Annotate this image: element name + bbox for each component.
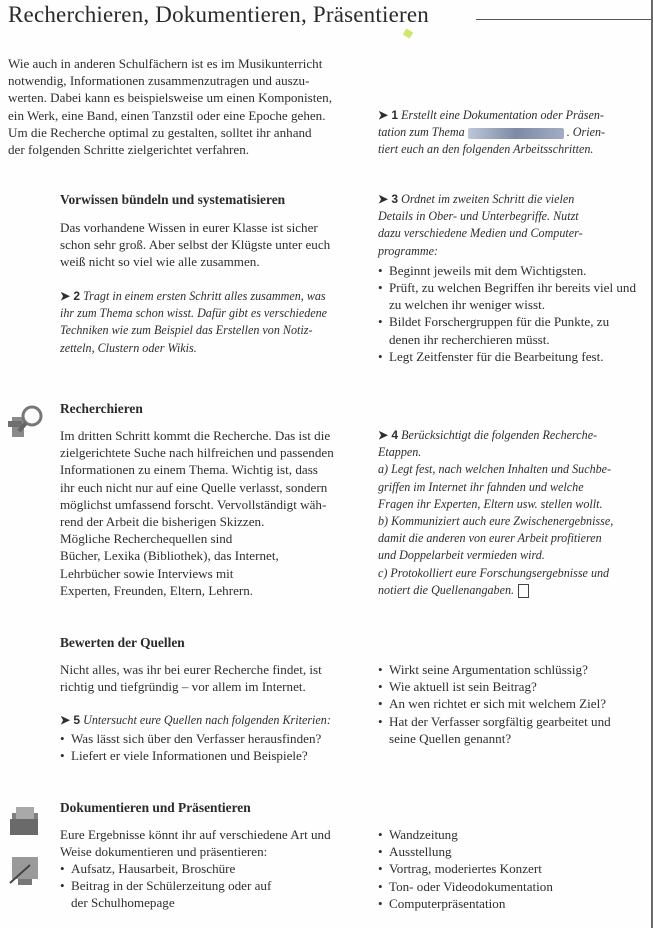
- list-item: • Wandzeitung: [378, 826, 640, 843]
- list-item: • Wirkt seine Argumentation schlüssig?: [378, 661, 640, 678]
- presentation-icon: [8, 853, 42, 887]
- list-item: • An wen richtet er sich mit welchem Ziel?: [378, 695, 611, 712]
- task-2-line: Tragt in einem ersten Schritt alles zusammen, was: [83, 289, 326, 303]
- title-rule: [476, 19, 653, 20]
- section-2-body: [60, 427, 365, 599]
- section-heading-bewerten: Bewerten der Quellen: [60, 635, 185, 650]
- task-marker: ➤ 1: [378, 108, 399, 122]
- task-4-line: a) Legt fest, nach welchen Inhalten und Suchbe-: [378, 462, 612, 477]
- magnifier-icon: [6, 403, 46, 439]
- list-item: • Vortrag, moderiertes Konzert: [378, 860, 640, 877]
- list-item: • Aufsatz, Hausarbeit, Broschüre: [60, 860, 275, 877]
- task-4-line: und Doppelarbeit vermieden wird.: [378, 548, 545, 563]
- task-3-line: Details in Ober- und Unterbegriffe. Nutzt: [378, 209, 579, 224]
- list-item: • Was lässt sich über den Verfasser herausfinden?: [60, 730, 365, 747]
- list-item: • Computerpräsentation: [378, 895, 640, 912]
- body-line: Informationen zu einem Thema. Wichtig ist, dass: [60, 462, 318, 478]
- list-item: • Beitrag in der Schülerzeitung oder auf der Schulhomepage: [60, 877, 275, 911]
- task-4-line: Berücksichtigt die folgenden Recherche-: [401, 428, 598, 442]
- body-line: schon sehr groß. Aber selbst der Klügste unter euch: [60, 237, 331, 253]
- body-line: Mögliche Recherchequellen sind: [60, 531, 233, 547]
- intro-line: der folgenden Schritte zielgerichtet verfahren.: [8, 142, 250, 158]
- body-line: Eure Ergebnisse könnt ihr auf verschiedene Art und: [60, 827, 331, 842]
- list-item: • Ton- oder Videodokumentation: [378, 878, 640, 895]
- intro-line: notwendig, Informationen zusammenzutragen und auszu-: [8, 73, 310, 89]
- list-item: • Hat der Verfasser sorgfältig gearbeitet und seine Quellen genannt?: [378, 713, 634, 747]
- task-1-line: tiert euch an den folgenden Arbeitsschritten.: [378, 142, 594, 157]
- topic-placeholder: [468, 128, 564, 139]
- list-item: • Beginnt jeweils mit dem Wichtigsten.: [378, 262, 640, 279]
- highlighter-mark: [403, 28, 413, 38]
- section-heading-vorwissen: Vorwissen bündeln und systematisieren: [60, 192, 286, 207]
- list-item: • Prüft, zu welchen Begriffen ihr bereits viel und zu welchen ihr weniger wisst.: [378, 279, 640, 313]
- section-heading-recherchieren: Recherchieren: [60, 401, 143, 416]
- body-line: möglichst umfassend forscht. Vervollständigt wäh-: [60, 496, 327, 512]
- task-4-line: b) Kommuniziert auch eure Zwischenergebnisse,: [378, 514, 614, 529]
- body-line: Experten, Freunden, Eltern, Lehrern.: [60, 582, 254, 598]
- list-item: • Legt Zeitfenster für die Bearbeitung fest.: [378, 348, 640, 365]
- task-2-line: zetteln, Clustern oder Wikis.: [60, 340, 197, 355]
- body-line: ihr euch nicht nur auf eine Quelle verlasst, sondern: [60, 479, 328, 495]
- section-heading-dokumentieren: Dokumentieren und Präsentieren: [60, 800, 251, 815]
- list-item: • Liefert er viele Informationen und Beispiele?: [60, 747, 365, 764]
- task-4-line: Etappen.: [378, 445, 422, 460]
- task-4-line: c) Protokolliert eure Forschungsergebnisse und: [378, 565, 610, 580]
- task-3: [378, 191, 650, 365]
- body-line: rend der Arbeit die bisherigen Skizzen.: [60, 514, 265, 530]
- task-4-line: Fragen ihr Experten, Eltern usw. stellen wollt.: [378, 496, 603, 511]
- task-3-list: [378, 262, 640, 365]
- body-line: Das vorhandene Wissen in eurer Klasse ist sicher: [60, 220, 318, 235]
- task-3-line: programme:: [378, 243, 439, 258]
- section-1-body: [60, 219, 365, 271]
- task-4-line: notiert die Quellenangaben.: [378, 582, 515, 597]
- section-3-body: [60, 661, 365, 695]
- intro-line: Um die Recherche optimal zu gestalten, solltet ihr anhand: [8, 124, 312, 140]
- body-line: richtig und tiefgründig – vor allem im Internet.: [60, 679, 306, 695]
- task-1-line: Erstellt eine Dokumentation oder Präsen-: [401, 108, 604, 122]
- list-item: • Bildet Forschergruppen für die Punkte, zu denen ihr recherchieren müsst.: [378, 313, 640, 347]
- task-5: [60, 712, 365, 729]
- list-item: • Wie aktuell ist sein Beitrag?: [378, 678, 640, 695]
- criteria-list-right: [378, 661, 640, 747]
- body-line: Weise dokumentieren und präsentieren:: [60, 844, 268, 860]
- format-list-left: [60, 860, 275, 912]
- body-line: Im dritten Schritt kommt die Recherche. Das ist die: [60, 428, 331, 443]
- task-4: [378, 427, 650, 599]
- intro-line: werten. Dabei kann es beispielsweise um einen Komponisten,: [8, 90, 332, 106]
- body-line: weiß nicht so viel wie alle zusammen.: [60, 254, 260, 270]
- intro-line: Wie auch in anderen Schulfächern ist es im Musikunterricht: [8, 56, 323, 71]
- section-4-body: [60, 826, 365, 860]
- task-1-line: . Orien-: [566, 125, 606, 140]
- task-3-line: Ordnet im zweiten Schritt die vielen: [401, 192, 575, 206]
- body-line: Bücher, Lexika (Bibliothek), das Internet,: [60, 548, 279, 564]
- task-marker: ➤ 3: [378, 192, 399, 206]
- task-marker: ➤ 4: [378, 428, 399, 442]
- body-line: zielgerichtete Suche nach hilfreichen und passenden: [60, 445, 334, 461]
- task-1: [378, 107, 650, 159]
- task-5-text: Untersucht eure Quellen nach folgenden Kriterien:: [83, 713, 331, 727]
- task-2-line: ihr zum Thema schon wisst. Dafür gibt es verschiedene: [60, 306, 328, 321]
- body-line: Nicht alles, was ihr bei eurer Recherche findet, ist: [60, 662, 322, 677]
- task-4-line: damit die anderen von eurer Arbeit profitieren: [378, 531, 602, 546]
- task-marker: ➤ 5: [60, 713, 81, 727]
- task-4-line: griffen im Internet ihr fahnden und welche: [378, 479, 584, 494]
- task-marker: ➤ 2: [60, 289, 81, 303]
- page-title: Recherchieren, Dokumentieren, Präsentieren: [8, 2, 429, 27]
- body-line: Lehrbücher sowie Interviews mit: [60, 565, 234, 581]
- task-1-line: tation zum Thema: [378, 125, 465, 140]
- task-2: [60, 288, 365, 357]
- document-icon: [518, 584, 529, 598]
- task-3-line: dazu verschiedene Medien und Computer-: [378, 226, 583, 241]
- criteria-list-left: [60, 730, 365, 764]
- intro-paragraph: [8, 55, 368, 158]
- folder-icon: [8, 803, 42, 837]
- intro-line: ein Werk, eine Band, einen Tanzstil oder eine Epoche gehen.: [8, 107, 326, 123]
- task-2-line: Techniken wie zum Beispiel das Erstellen von Notiz-: [60, 323, 313, 338]
- format-list-right: [378, 826, 640, 912]
- list-item: • Ausstellung: [378, 843, 640, 860]
